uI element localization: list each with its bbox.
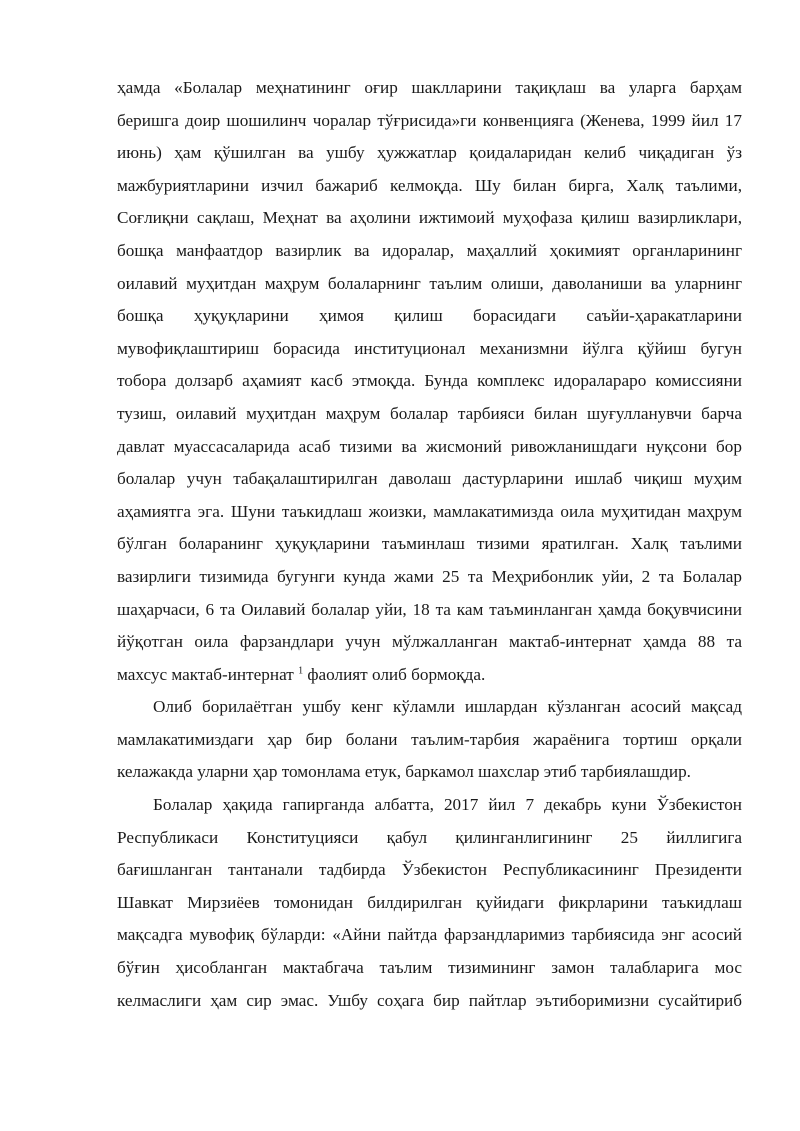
text-line: шаҳарчаси, 6 та Оилавий болалар уйи, 18 та кам таъминланган ҳамда боқувчисини xyxy=(117,599,742,619)
text-line: бўлган боларанинг ҳуқуқларини таъминлаш тизими яратилган. Халқ таълими xyxy=(117,534,742,554)
text-line: тобора долзарб аҳамият касб этмоқда. Бунда комплекс идоралараро комиссияни xyxy=(117,371,742,391)
text-line: мамлакатимиздаги ҳар бир болани таълим-тарбия жараёнига тортиш орқали xyxy=(117,729,742,749)
text-line: ҳамда «Болалар меҳнатининг оғир шаклларини тақиқлаш ва уларга барҳам xyxy=(117,78,742,97)
paragraph-2 xyxy=(117,691,742,789)
text-line: Республикаси Конституцияси қабул қилинганлигининг 25 йиллигига xyxy=(117,827,742,847)
text-line: Олиб борилаётган ушбу кенг кўламли ишлардан кўзланган асосий мақсад xyxy=(153,697,742,717)
paragraph-3 xyxy=(117,789,742,1017)
text-line: бўғин ҳисобланган мактабгача таълим тизимининг замон талабларига мос xyxy=(117,958,742,978)
text-line: бошқа манфаатдор вазирлик ва идоралар, маҳаллий ҳокимият органларининг xyxy=(117,240,742,260)
text-line: мувофиқлаштириш борасида институционал механизмни йўлга қўйиш бугун xyxy=(117,338,742,358)
footnote-reference[interactable]: 1 xyxy=(298,664,304,676)
text-line: Шавкат Мирзиёев томонидан билдирилган қуйидаги фикрларини таъкидлаш xyxy=(117,892,742,912)
text-line: аҳамиятга эга. Шуни таъкидлаш жоизки, мамлакатимизда оила муҳитидан маҳрум xyxy=(117,501,742,521)
text-line: болалар учун табақалаштирилган даволаш дастурларини ишлаб чиқиш муҳим xyxy=(117,469,742,489)
text-line: тузиш, оилавий муҳитдан маҳрум болалар тарбияси билан шуғулланувчи барча xyxy=(117,403,742,423)
text-line: июнь) ҳам қўшилган ва ушбу ҳужжатлар қоидаларидан келиб чиқадиган ўз xyxy=(117,143,742,163)
text-line: мажбуриятларини изчил бажариб келмоқда. Шу билан бирга, Халқ таълими, xyxy=(117,175,742,195)
text-line: бошқа ҳуқуқларини ҳимоя қилиш борасидаги саъйи-ҳаракатларини xyxy=(117,306,742,326)
text-line: келажакда уларни ҳар томонлама етук, баркамол шахслар этиб тарбиялашдир. xyxy=(117,762,691,782)
text-segment: махсус мактаб-интернат xyxy=(117,664,299,684)
body-text xyxy=(117,72,742,1017)
text-line: оилавий муҳитдан маҳрум болаларнинг таълим олиши, даволаниши ва уларнинг xyxy=(117,273,742,293)
text-line-with-footnote xyxy=(117,659,742,692)
text-line: бағишланган тантанали тадбирда Ўзбекистон Республикасининг Президенти xyxy=(117,860,742,880)
text-line: йўқотган оила фарзандлари учун мўлжалланган мактаб-интернат ҳамда 88 та xyxy=(117,632,742,652)
text-line: беришга доир шошилинч чоралар тўғрисида»ги конвенцияга (Женева, 1999 йил 17 xyxy=(117,110,742,130)
text-line: давлат муассасаларида асаб тизими ва жисмоний ривожланишдаги нуқсони бор xyxy=(117,436,742,456)
text-line: вазирлиги тизимида бугунги кунда жами 25 та Меҳрибонлик уйи, 2 та Болалар xyxy=(117,566,742,586)
paragraph-1 xyxy=(117,72,742,691)
text-line: келмаслиги ҳам сир эмас. Ушбу соҳага бир пайтлар эътиборимизни сусайтириб xyxy=(117,990,742,1010)
text-segment: фаолият олиб бормоқда. xyxy=(303,664,486,684)
text-line: Болалар ҳақида гапирганда албатта, 2017 йил 7 декабрь куни Ўзбекистон xyxy=(153,795,742,815)
text-line: Соғлиқни сақлаш, Меҳнат ва аҳолини ижтимоий муҳофаза қилиш вазирликлари, xyxy=(117,208,742,228)
text-line: мақсадга мувофиқ бўларди: «Айни пайтда фарзандларимиз тарбиясида энг асосий xyxy=(117,925,742,945)
